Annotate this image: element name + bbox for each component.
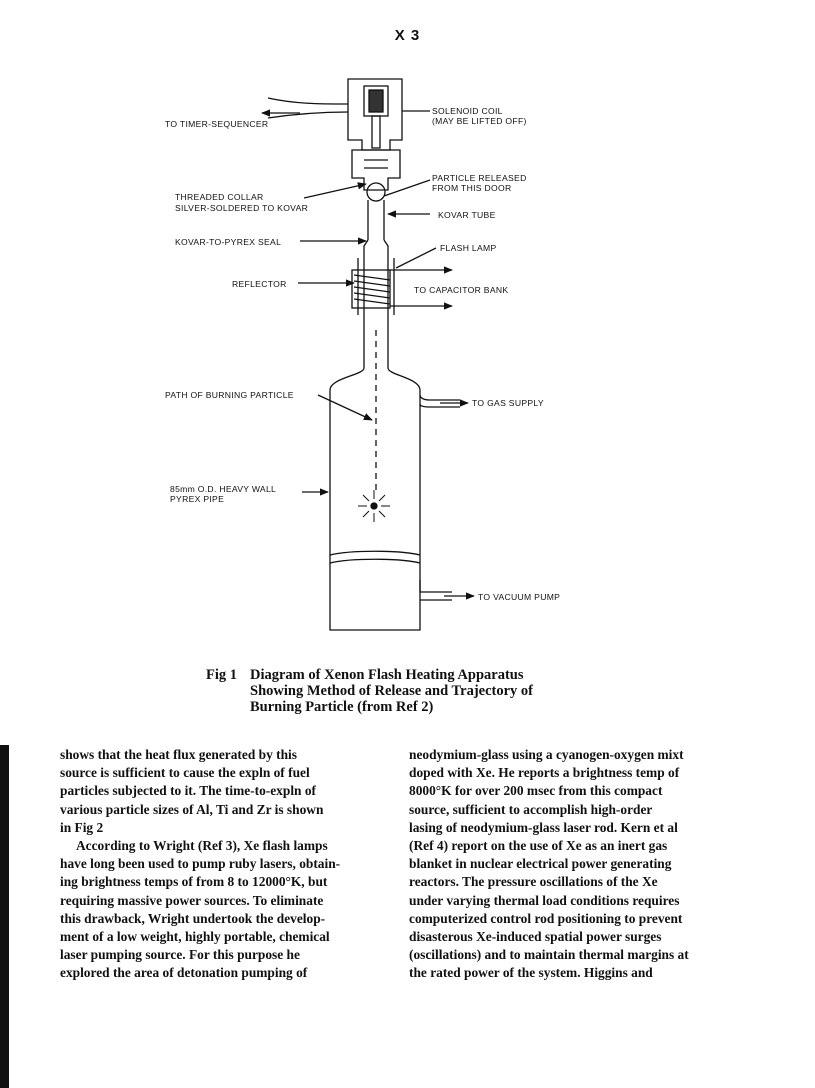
text-line: under varying thermal load conditions requires bbox=[409, 892, 680, 908]
label-solenoid-coil: SOLENOID COIL bbox=[432, 106, 503, 116]
text-line: disasterous Xe-induced spatial power surges bbox=[409, 928, 662, 944]
label-to-capacitor-bank: TO CAPACITOR BANK bbox=[414, 285, 509, 295]
solenoid-rod bbox=[372, 116, 380, 148]
label-particle-released: PARTICLE RELEASED bbox=[432, 173, 527, 183]
label-kovar-tube: KOVAR TUBE bbox=[438, 210, 496, 220]
label-pipe-line1: 85mm O.D. HEAVY WALL bbox=[170, 484, 277, 494]
text-line: ing brightness temps of from 8 to 12000°K, but bbox=[60, 874, 328, 890]
text-line: laser pumping source. For this purpose he bbox=[60, 947, 300, 963]
label-to-timer-sequencer: TO TIMER-SEQUENCER bbox=[165, 119, 269, 129]
text-line: the rated power of the system. Higgins and bbox=[409, 965, 653, 981]
text-line: computerized control rod positioning to prevent bbox=[409, 910, 683, 926]
vacuum-port bbox=[420, 580, 452, 600]
text-line: in Fig 2 bbox=[60, 819, 104, 835]
label-path-of-burning-particle: PATH OF BURNING PARTICLE bbox=[165, 390, 294, 400]
text-line: (oscillations) and to maintain thermal margins at bbox=[409, 947, 689, 963]
label-threaded-collar: THREADED COLLAR bbox=[175, 192, 264, 202]
label-reflector: REFLECTOR bbox=[232, 279, 287, 289]
text-line: this drawback, Wright undertook the develop- bbox=[60, 910, 326, 926]
label-silver-soldered: SILVER-SOLDERED TO KOVAR bbox=[175, 203, 309, 213]
label-pipe-line2: PYREX PIPE bbox=[170, 494, 225, 504]
label-kovar-to-pyrex-seal: KOVAR-TO-PYREX SEAL bbox=[175, 237, 282, 247]
text-line: neodymium-glass using a cyanogen-oxygen mixt bbox=[409, 747, 684, 762]
label-may-be-lifted-off: (MAY BE LIFTED OFF) bbox=[432, 116, 527, 126]
text-line: various particle sizes of Al, Ti and Zr is shown bbox=[60, 801, 324, 817]
pyrex-seal bbox=[364, 240, 388, 260]
text-line: have long been used to pump ruby lasers, obtain- bbox=[60, 856, 341, 872]
text-line: doped with Xe. He reports a brightness temp of bbox=[409, 765, 680, 781]
pyrex-neck bbox=[330, 360, 420, 630]
text-line: particles subjected to it. The time-to-expln of bbox=[60, 783, 316, 799]
left-column bbox=[60, 746, 360, 982]
threaded-collar bbox=[352, 150, 400, 190]
caption-line: Burning Particle (from Ref 2) bbox=[250, 699, 434, 715]
text-line: source is sufficient to cause the expln of fuel bbox=[60, 765, 310, 781]
particle-door bbox=[367, 183, 385, 201]
label-to-gas-supply: TO GAS SUPPLY bbox=[472, 398, 544, 408]
text-line: lasing of neodymium-glass laser rod. Kern et al bbox=[409, 819, 678, 835]
solenoid-plunger bbox=[369, 90, 383, 112]
text-line: explored the area of detonation pumping of bbox=[60, 965, 308, 981]
label-flash-lamp: FLASH LAMP bbox=[440, 243, 497, 253]
caption-line: Diagram of Xenon Flash Heating Apparatus bbox=[250, 667, 524, 683]
label-from-this-door: FROM THIS DOOR bbox=[432, 183, 512, 193]
text-line: requiring massive power sources. To eliminate bbox=[60, 892, 324, 908]
figure-number: Fig 1 bbox=[206, 667, 238, 683]
text-line: shows that the heat flux generated by this bbox=[60, 747, 297, 762]
text-line: (Ref 4) report on the use of Xe as an inert gas bbox=[409, 837, 668, 853]
caption-line: Showing Method of Release and Trajectory of bbox=[250, 683, 533, 699]
text-line: reactors. The pressure oscillations of the Xe bbox=[409, 874, 658, 890]
timer-cable bbox=[268, 98, 348, 104]
text-line: 8000°K for over 200 msec from this compact bbox=[409, 783, 663, 799]
caption-text bbox=[250, 667, 533, 715]
text-line: According to Wright (Ref 3), Xe flash lamps bbox=[76, 837, 328, 853]
label-to-vacuum-pump: TO VACUUM PUMP bbox=[478, 592, 561, 602]
burning-particle bbox=[358, 490, 390, 522]
page-number: X 3 bbox=[394, 27, 421, 44]
text-line: source, sufficient to accomplish high-order bbox=[409, 801, 653, 817]
right-column bbox=[409, 746, 709, 982]
pipe-seam bbox=[330, 559, 420, 563]
text-line: ment of a low weight, highly portable, chemical bbox=[60, 928, 330, 944]
scan-edge-bar bbox=[0, 745, 9, 1088]
gas-port bbox=[420, 395, 460, 407]
pipe-seam bbox=[330, 551, 420, 555]
text-line: blanket in nuclear electrical power generating bbox=[409, 856, 672, 872]
